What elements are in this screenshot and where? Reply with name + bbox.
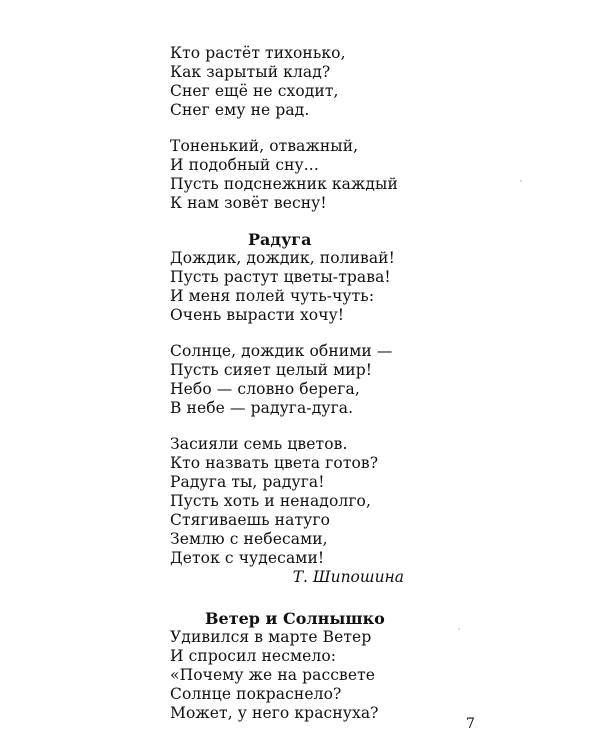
verse-line: Пусть подснежник каждый — [170, 175, 398, 193]
verse-line: Пусть растут цветы-трава! — [170, 268, 391, 286]
author-signature: Т. Шипошина — [292, 568, 404, 586]
verse-line: Дождик, дождик, поливай! — [170, 249, 395, 267]
verse-line: Солнце покраснело? — [170, 685, 342, 703]
verse-line: Может, у него краснуха? — [170, 704, 379, 722]
stanza — [170, 435, 410, 568]
verse-line: Стягиваешь натуго — [170, 511, 330, 529]
verse-line: Пусть хоть и ненадолго, — [170, 492, 372, 510]
verse-line: «Почему же на рассвете — [170, 666, 376, 684]
verse-line: Снег ему не рад. — [170, 101, 310, 119]
verse-line: Солнце, дождик обними — — [170, 342, 393, 360]
verse-line: Снег ещё не сходит, — [170, 82, 339, 100]
poem-podsnezhnik — [170, 44, 410, 213]
verse-line: Землю с небесами, — [170, 530, 328, 548]
verse-line: Удивился в марте Ветер — [170, 628, 372, 646]
poem-veter-i-solnyshko — [170, 609, 410, 723]
poem-title: Радуга — [248, 230, 312, 249]
poem-raduga — [170, 230, 410, 587]
verse-line: Пусть сияет целый мир! — [170, 361, 373, 379]
verse-line: Небо — словно берега, — [170, 380, 360, 398]
page-number: 7 — [466, 716, 475, 732]
paper-speck — [458, 628, 460, 630]
verse-line: К нам зовёт весну! — [170, 194, 327, 212]
poem-title: Ветер и Солнышко — [205, 609, 385, 628]
verse-line: И подобный сну... — [170, 156, 319, 174]
text-column — [170, 44, 410, 723]
stanza — [170, 137, 410, 213]
stanza — [170, 342, 410, 418]
verse-line: Засияли семь цветов. — [170, 435, 348, 453]
verse-line: Радуга ты, радуга! — [170, 473, 325, 491]
verse-line: Тоненький, отважный, — [170, 137, 359, 155]
stanza — [170, 249, 410, 325]
verse-line: Очень вырасти хочу! — [170, 306, 345, 324]
verse-line: И спросил несмело: — [170, 647, 337, 665]
verse-line: Как зарытый клад? — [170, 63, 331, 81]
verse-line: Деток с чудесами! — [170, 549, 325, 567]
verse-line: Кто растёт тихонько, — [170, 44, 346, 62]
verse-line: Кто назвать цвета готов? — [170, 454, 379, 472]
verse-line: В небе — радуга-дуга. — [170, 399, 354, 417]
stanza — [170, 628, 410, 723]
stanza — [170, 44, 410, 120]
paper-speck — [520, 180, 522, 182]
verse-line: И меня полей чуть-чуть: — [170, 287, 375, 305]
